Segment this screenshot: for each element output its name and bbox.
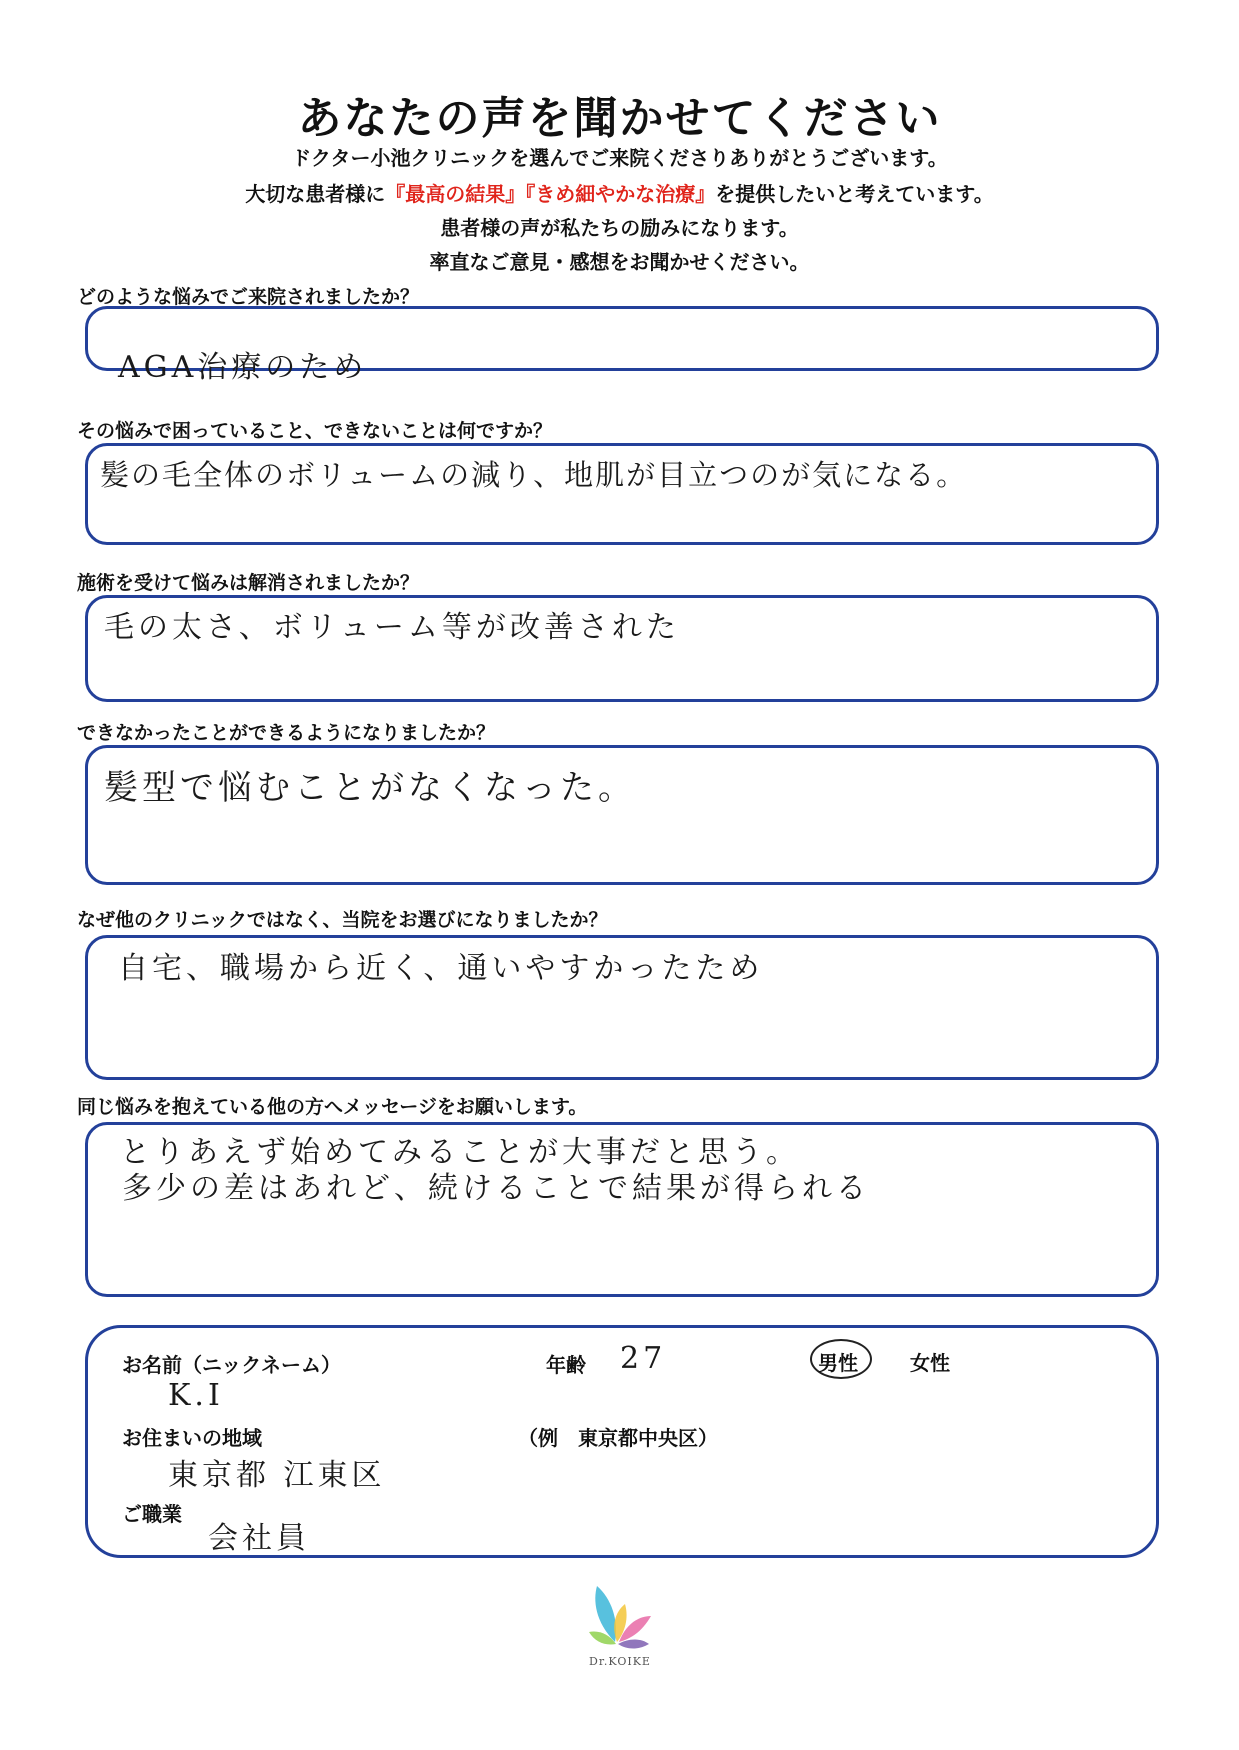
job-value: 会社員 xyxy=(208,1521,310,1556)
area-example: （例 東京都中央区） xyxy=(518,1426,718,1450)
answer-5-text: 自宅、職場から近く、通いやすかったため xyxy=(118,951,764,986)
question-4-label: できなかったことができるようになりましたか？ xyxy=(77,722,496,744)
question-2-label: その悩みで困っていること、できないことは何ですか？ xyxy=(77,420,553,442)
intro-line-4: 率直なご意見・感想をお聞かせください。 xyxy=(429,250,810,274)
page-title: あなたの声を聞かせてください xyxy=(297,93,942,144)
job-label: ご職業 xyxy=(122,1502,182,1526)
intro-line-1: ドクター小池クリニックを選んでご来院くださりありがとうございます。 xyxy=(291,146,948,170)
question-6-label: 同じ悩みを抱えている他の方へメッセージをお願いします。 xyxy=(77,1096,588,1118)
question-1-label: どのような悩みでご来院されましたか？ xyxy=(77,286,420,308)
name-value: K.I xyxy=(168,1378,224,1413)
intro-highlight: 『最高の結果』『きめ細やかな治療』 xyxy=(385,182,716,206)
intro-line-2 xyxy=(0,178,1239,207)
intro-line-2-post: を提供したいと考えています。 xyxy=(715,182,994,206)
intro-line-2-pre: 大切な患者様に xyxy=(245,182,386,206)
clinic-logo-icon xyxy=(585,1582,655,1652)
clinic-logo-text: Dr.KOIKE xyxy=(589,1655,651,1668)
question-3-label: 施術を受けて悩みは解消されましたか？ xyxy=(77,572,420,594)
area-label: お住まいの地域 xyxy=(122,1426,262,1450)
age-value: 27 xyxy=(620,1341,667,1376)
male-label: 男性 xyxy=(818,1351,858,1375)
area-value: 東京都 江東区 xyxy=(168,1458,386,1493)
female-label: 女性 xyxy=(910,1351,950,1375)
answer-2-text: 髪の毛全体のボリュームの減り、地肌が目立つのが気になる。 xyxy=(100,458,968,492)
answer-6-line-1: とりあえず始めてみることが大事だと思う。 xyxy=(120,1135,800,1170)
age-label: 年齢 xyxy=(546,1353,586,1377)
name-label: お名前（ニックネーム） xyxy=(122,1353,341,1377)
intro-line-3: 患者様の声が私たちの励みになります。 xyxy=(440,216,799,240)
answer-6-line-2: 多少の差はあれど、続けることで結果が得られる xyxy=(122,1171,870,1206)
answer-1-text: AGA治療のため xyxy=(118,350,368,385)
question-5-label: なぜ他のクリニックではなく、当院をお選びになりましたか？ xyxy=(77,909,608,931)
answer-4-text: 髪型で悩むことがなくなった。 xyxy=(104,768,636,808)
answer-3-text: 毛の太さ、ボリューム等が改善された xyxy=(104,610,680,645)
